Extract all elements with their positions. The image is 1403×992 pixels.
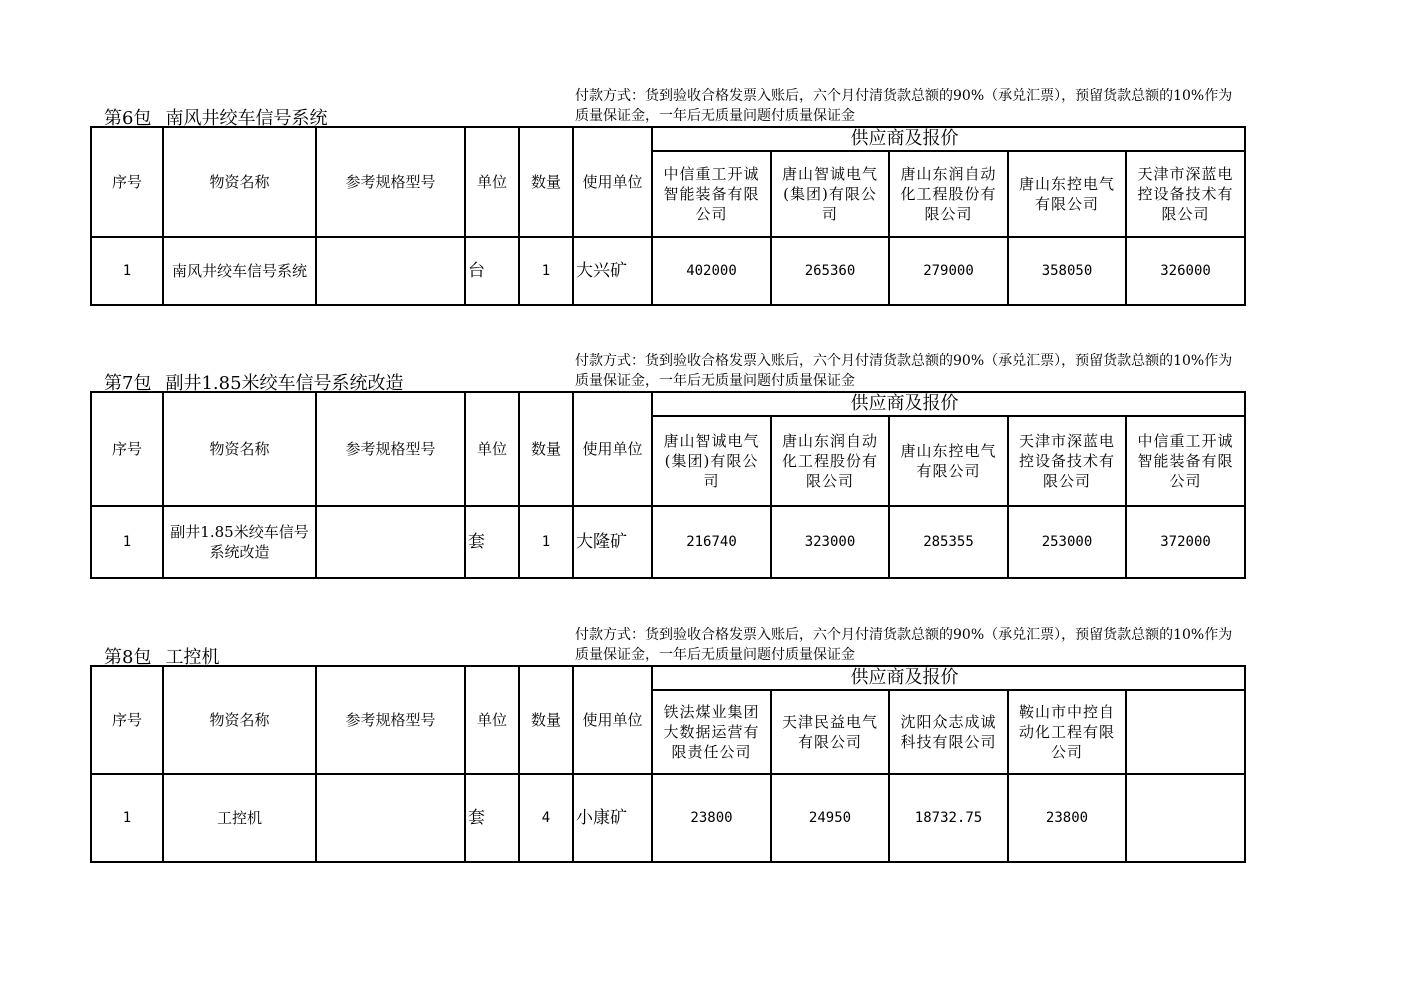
row-price: 23800 <box>1008 774 1126 862</box>
header-qty: 数量 <box>519 666 573 774</box>
row-index: 1 <box>91 237 163 305</box>
table-row <box>91 237 1245 305</box>
header-spec: 参考规格型号 <box>316 392 465 506</box>
supplier-name: 鞍山市中控自动化工程有限公司 <box>1008 690 1126 774</box>
header-unit: 单位 <box>465 666 519 774</box>
row-price: 216740 <box>652 506 771 578</box>
supplier-name: 中信重工开诚智能装备有限公司 <box>652 151 771 237</box>
header-index: 序号 <box>91 127 163 237</box>
row-spec <box>316 237 465 305</box>
row-spec <box>316 774 465 862</box>
row-price: 323000 <box>771 506 889 578</box>
header-unit: 单位 <box>465 127 519 237</box>
row-price: 279000 <box>889 237 1008 305</box>
header-row <box>91 666 1245 690</box>
header-unit: 单位 <box>465 392 519 506</box>
supplier-name: 唐山东润自动化工程股份有限公司 <box>771 416 889 506</box>
row-price: 358050 <box>1008 237 1126 305</box>
supplier-name: 天津民益电气有限公司 <box>771 690 889 774</box>
header-user: 使用单位 <box>573 392 652 506</box>
row-name: 工控机 <box>163 774 316 862</box>
row-price: 18732.75 <box>889 774 1008 862</box>
row-index: 1 <box>91 506 163 578</box>
row-user: 小康矿 <box>573 774 652 862</box>
row-unit: 台 <box>465 237 519 305</box>
row-name: 副井1.85米绞车信号系统改造 <box>163 506 316 578</box>
row-price: 285355 <box>889 506 1008 578</box>
row-price <box>1126 774 1245 862</box>
quote-table <box>90 665 1246 863</box>
header-name: 物资名称 <box>163 127 316 237</box>
quote-table <box>90 126 1246 306</box>
row-price: 402000 <box>652 237 771 305</box>
row-price: 253000 <box>1008 506 1126 578</box>
header-name: 物资名称 <box>163 392 316 506</box>
supplier-name: 唐山智诚电气(集团)有限公司 <box>652 416 771 506</box>
header-qty: 数量 <box>519 392 573 506</box>
table-row <box>91 506 1245 578</box>
header-index: 序号 <box>91 666 163 774</box>
row-qty: 1 <box>519 237 573 305</box>
header-supplier-group: 供应商及报价 <box>652 392 1245 416</box>
package-label: 第7包 <box>104 373 152 394</box>
row-price: 372000 <box>1126 506 1245 578</box>
row-qty: 4 <box>519 774 573 862</box>
header-name: 物资名称 <box>163 666 316 774</box>
header-spec: 参考规格型号 <box>316 666 465 774</box>
supplier-name: 铁法煤业集团大数据运营有限责任公司 <box>652 690 771 774</box>
row-price: 265360 <box>771 237 889 305</box>
payment-terms: 付款方式：货到验收合格发票入账后，六个月付清货款总额的90%（承兑汇票），预留货款总额的10%作为质量保证金，一年后无质量问题付质量保证金 <box>575 88 1233 124</box>
header-qty: 数量 <box>519 127 573 237</box>
supplier-name: 中信重工开诚智能装备有限公司 <box>1126 416 1245 506</box>
package-label: 第8包 <box>104 647 152 668</box>
supplier-name: 天津市深蓝电控设备技术有限公司 <box>1008 416 1126 506</box>
supplier-name: 唐山东控电气有限公司 <box>889 416 1008 506</box>
supplier-name <box>1126 690 1245 774</box>
row-price: 23800 <box>652 774 771 862</box>
row-unit: 套 <box>465 506 519 578</box>
header-user: 使用单位 <box>573 127 652 237</box>
package-name: 副井1.85米绞车信号系统改造 <box>165 373 404 394</box>
row-price: 24950 <box>771 774 889 862</box>
supplier-name: 唐山东控电气有限公司 <box>1008 151 1126 237</box>
header-spec: 参考规格型号 <box>316 127 465 237</box>
header-row <box>91 392 1245 416</box>
row-qty: 1 <box>519 506 573 578</box>
row-user: 大隆矿 <box>573 506 652 578</box>
row-index: 1 <box>91 774 163 862</box>
header-index: 序号 <box>91 392 163 506</box>
package-name: 南风井绞车信号系统 <box>165 108 328 129</box>
package-label: 第6包 <box>104 108 152 129</box>
header-row <box>91 127 1245 151</box>
row-name: 南风井绞车信号系统 <box>163 237 316 305</box>
row-spec <box>316 506 465 578</box>
row-user: 大兴矿 <box>573 237 652 305</box>
header-supplier-group: 供应商及报价 <box>652 666 1245 690</box>
row-unit: 套 <box>465 774 519 862</box>
supplier-name: 天津市深蓝电控设备技术有限公司 <box>1126 151 1245 237</box>
supplier-name: 唐山东润自动化工程股份有限公司 <box>889 151 1008 237</box>
payment-terms: 付款方式：货到验收合格发票入账后，六个月付清货款总额的90%（承兑汇票），预留货款总额的10%作为质量保证金，一年后无质量问题付质量保证金 <box>575 353 1233 389</box>
row-price: 326000 <box>1126 237 1245 305</box>
supplier-name: 唐山智诚电气(集团)有限公司 <box>771 151 889 237</box>
quote-table <box>90 391 1246 579</box>
table-row <box>91 774 1245 862</box>
package-name: 工控机 <box>165 647 220 668</box>
header-user: 使用单位 <box>573 666 652 774</box>
header-supplier-group: 供应商及报价 <box>652 127 1245 151</box>
payment-terms: 付款方式：货到验收合格发票入账后，六个月付清货款总额的90%（承兑汇票），预留货款总额的10%作为质量保证金，一年后无质量问题付质量保证金 <box>575 627 1233 663</box>
supplier-name: 沈阳众志成诚科技有限公司 <box>889 690 1008 774</box>
